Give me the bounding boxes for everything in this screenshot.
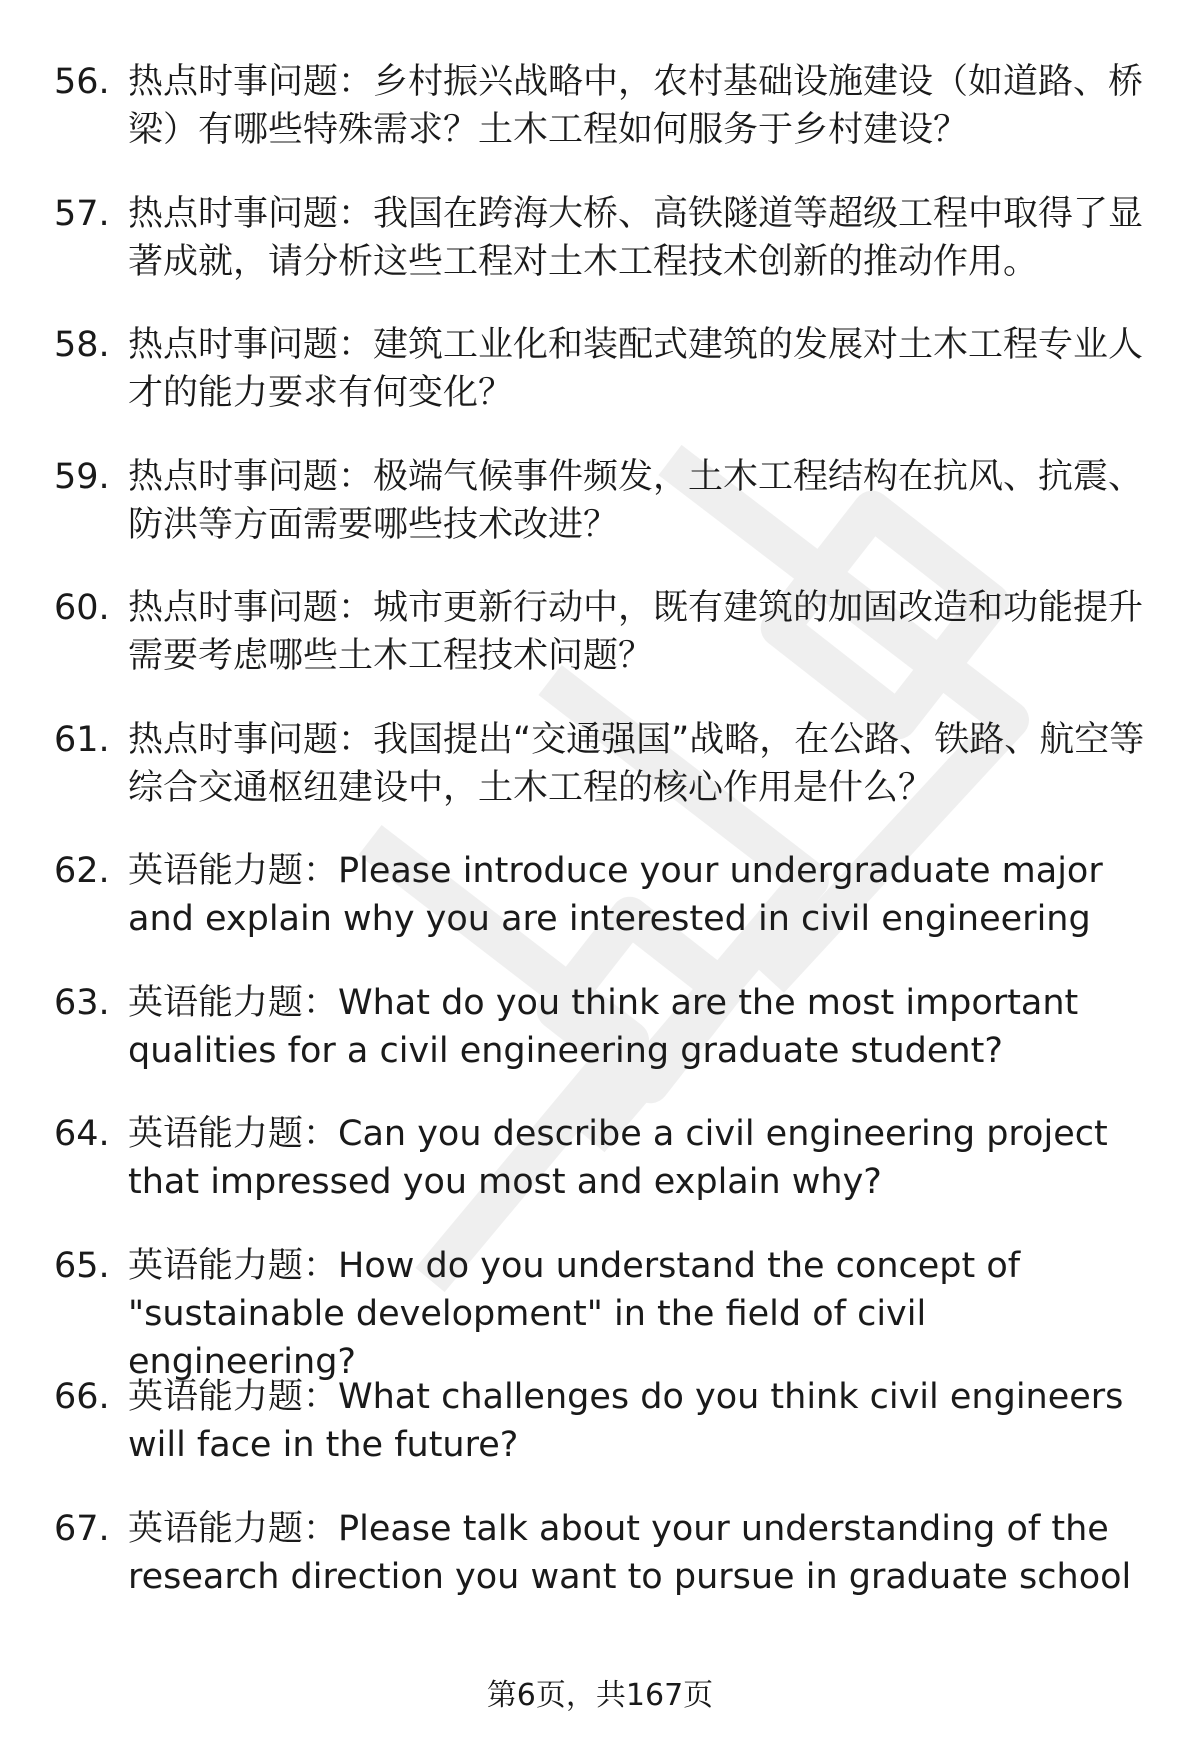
question-text: 英语能力题：Please introduce your undergraduate major and explain why you are interested in civil engineering bbox=[128, 851, 1103, 939]
question-item bbox=[0, 453, 1200, 585]
question-text: 热点时事问题：建筑工业化和装配式建筑的发展对土木工程专业人才的能力要求有何变化？ bbox=[128, 325, 1144, 413]
question-item bbox=[0, 190, 1200, 322]
question-number: 61. bbox=[54, 719, 110, 760]
question-number: 63. bbox=[54, 982, 110, 1023]
question-text: 热点时事问题：乡村振兴战略中，农村基础设施建设（如道路、桥梁）有哪些特殊需求？土木工程如何服务于乡村建设？ bbox=[128, 62, 1144, 150]
question-text: 英语能力题：What challenges do you think civil engineers will face in the future? bbox=[128, 1377, 1124, 1465]
question-text: 热点时事问题：我国在跨海大桥、高铁隧道等超级工程中取得了显著成就，请分析这些工程对土木工程技术创新的推动作用。 bbox=[128, 193, 1144, 282]
question-item bbox=[0, 1242, 1200, 1382]
question-number: 64. bbox=[54, 1114, 110, 1154]
question-text: 热点时事问题：我国提出“交通强国”战略，在公路、铁路、航空等综合交通枢纽建设中，土木工程的核心作用是什么？ bbox=[128, 719, 1145, 808]
question-item bbox=[0, 584, 1200, 716]
question-item bbox=[0, 58, 1200, 190]
question-item bbox=[0, 321, 1200, 453]
question-item bbox=[0, 1505, 1200, 1637]
question-text: 热点时事问题：极端气候事件频发，土木工程结构在抗风、抗震、防洪等方面需要哪些技术改进？ bbox=[128, 456, 1144, 545]
question-number: 57. bbox=[54, 193, 110, 234]
question-number: 59. bbox=[54, 456, 110, 497]
question-number: 62. bbox=[54, 851, 110, 891]
question-number: 58. bbox=[54, 325, 110, 365]
question-item bbox=[0, 716, 1200, 848]
question-text: 热点时事问题：城市更新行动中，既有建筑的加固改造和功能提升需要考虑哪些土木工程技术问题？ bbox=[128, 588, 1144, 676]
question-item bbox=[0, 847, 1200, 979]
question-list bbox=[0, 58, 1200, 1636]
question-text: 英语能力题：Can you describe a civil engineering project that impressed you most and explain why? bbox=[128, 1114, 1108, 1202]
question-number: 60. bbox=[54, 588, 110, 628]
question-number: 56. bbox=[54, 62, 110, 102]
question-number: 67. bbox=[54, 1508, 110, 1549]
question-number: 66. bbox=[54, 1377, 110, 1417]
question-item bbox=[0, 1373, 1200, 1505]
question-item bbox=[0, 1110, 1200, 1242]
page-indicator: 第6页，共167页 bbox=[486, 1678, 714, 1713]
question-text: 英语能力题：Please talk about your understanding of the research direction you want to pursue in graduate school bbox=[128, 1508, 1132, 1597]
question-text: 英语能力题：What do you think are the most important qualities for a civil engineering graduate student? bbox=[128, 982, 1079, 1071]
question-text: 英语能力题：How do you understand the concept of "sustainable development" in the field of civil engineering? bbox=[128, 1245, 1021, 1382]
question-item bbox=[0, 979, 1200, 1111]
question-number: 65. bbox=[54, 1245, 110, 1286]
